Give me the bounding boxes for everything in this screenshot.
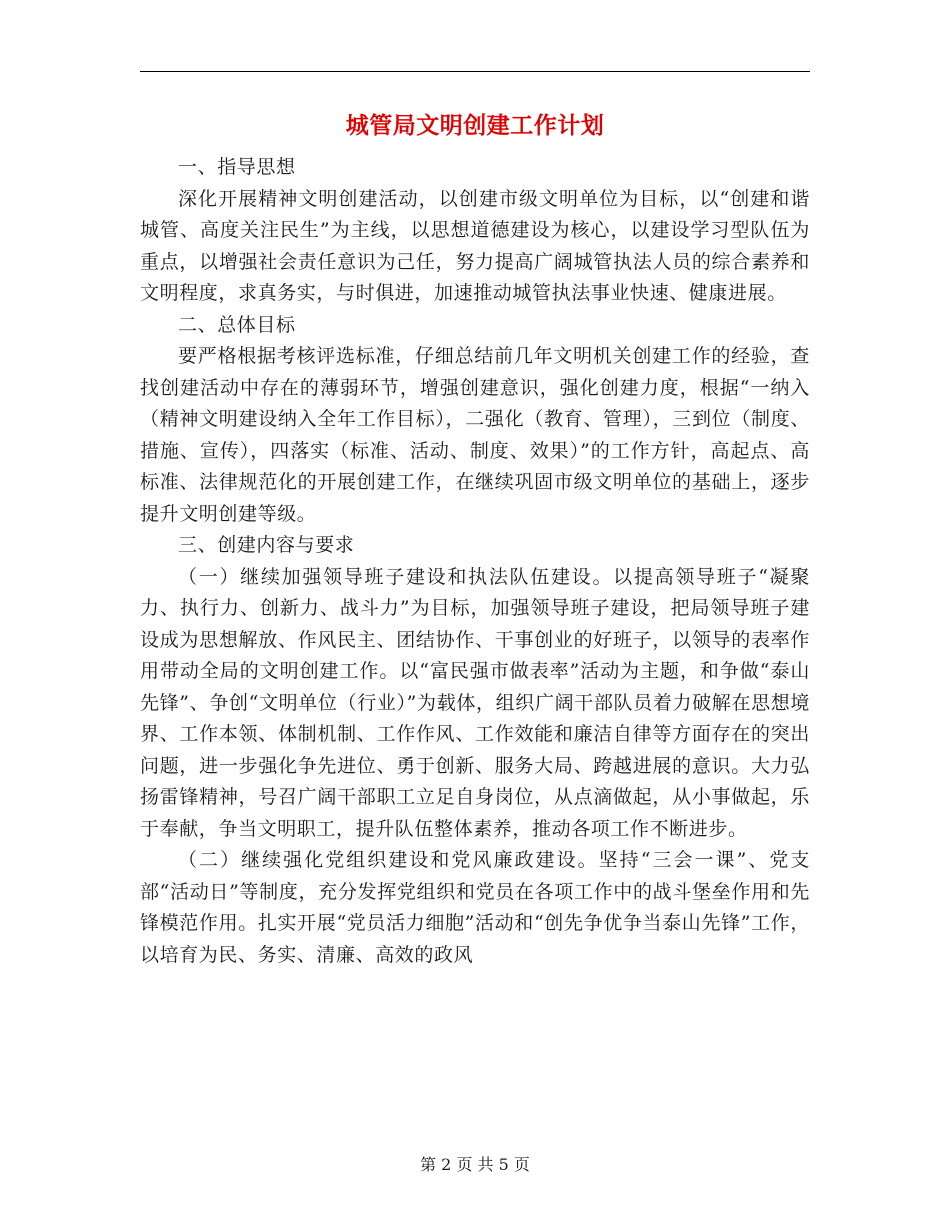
header-rule <box>140 71 810 72</box>
page-number: 第 2 页 共 5 页 <box>420 1155 530 1174</box>
section-heading-1: 一、指导思想 <box>178 156 296 178</box>
section-heading-3: 三、创建内容与要求 <box>178 534 355 556</box>
document-body <box>140 152 810 971</box>
section-heading-2: 二、总体目标 <box>178 313 296 336</box>
paragraph-3: （一）继续加强领导班子建设和执法队伍建设。以提高领导班子“凝聚力、执行力、创新力、战斗力”为目标，加强领导班子建设，把局领导班子建设成为思想解放、作风民主、团结协作、干事创业的好班子，以领导的表率作用带动全局的文明创建工作。以“富民强市做表率”活动为主题，和争做“泰山先锋”、争创“文明单位（行业）”为载体，组织广阔干部队员着力破解在思想境界、工作本领、体制机制、工作作风、工作效能和廉洁自律等方面存在的突出问题，进一步强化争先进位、勇于创新、服务大局、跨越进展的意识。大力弘扬雷锋精神，号召广阔干部职工立足自身岗位，从点滴做起，从小事做起，乐于奉献，争当文明职工，提升队伍整体素养，推动各项工作不断进步。 <box>140 565 810 840</box>
paragraph-4: （二）继续强化党组织建设和党风廉政建设。坚持“三会一课”、党支部“活动日”等制度，充分发挥党组织和党员在各项工作中的战斗堡垒作用和先锋模范作用。扎实开展“党员活力细胞”活动和“创先争优争当泰山先锋”工作，以培育为民、务实、清廉、高效的政风 <box>140 849 810 966</box>
paragraph-1: 深化开展精神文明创建活动，以创建市级文明单位为目标，以“创建和谐城管、高度关注民生”为主线，以思想道德建设为核心，以建设学习型队伍为重点，以增强社会责任意识为己任，努力提高广阔城管执法人员的综合素养和文明程度，求真务实，与时俱进，加速推动城管执法事业快速、健康进展。 <box>140 187 810 304</box>
document-title: 城管局文明创建工作计划 <box>345 112 605 139</box>
paragraph-2: 要严格根据考核评选标准，仔细总结前几年文明机关创建工作的经验，查找创建活动中存在的薄弱环节，增强创建意识，强化创建力度，根据“一纳入（精神文明建设纳入全年工作目标），二强化（教育、管理），三到位（制度、措施、宣传），四落实（标准、活动、制度、效果）”的工作方针，高起点、高标准、法律规范化的开展创建工作，在继续巩固市级文明单位的基础上，逐步提升文明创建等级。 <box>140 345 810 525</box>
